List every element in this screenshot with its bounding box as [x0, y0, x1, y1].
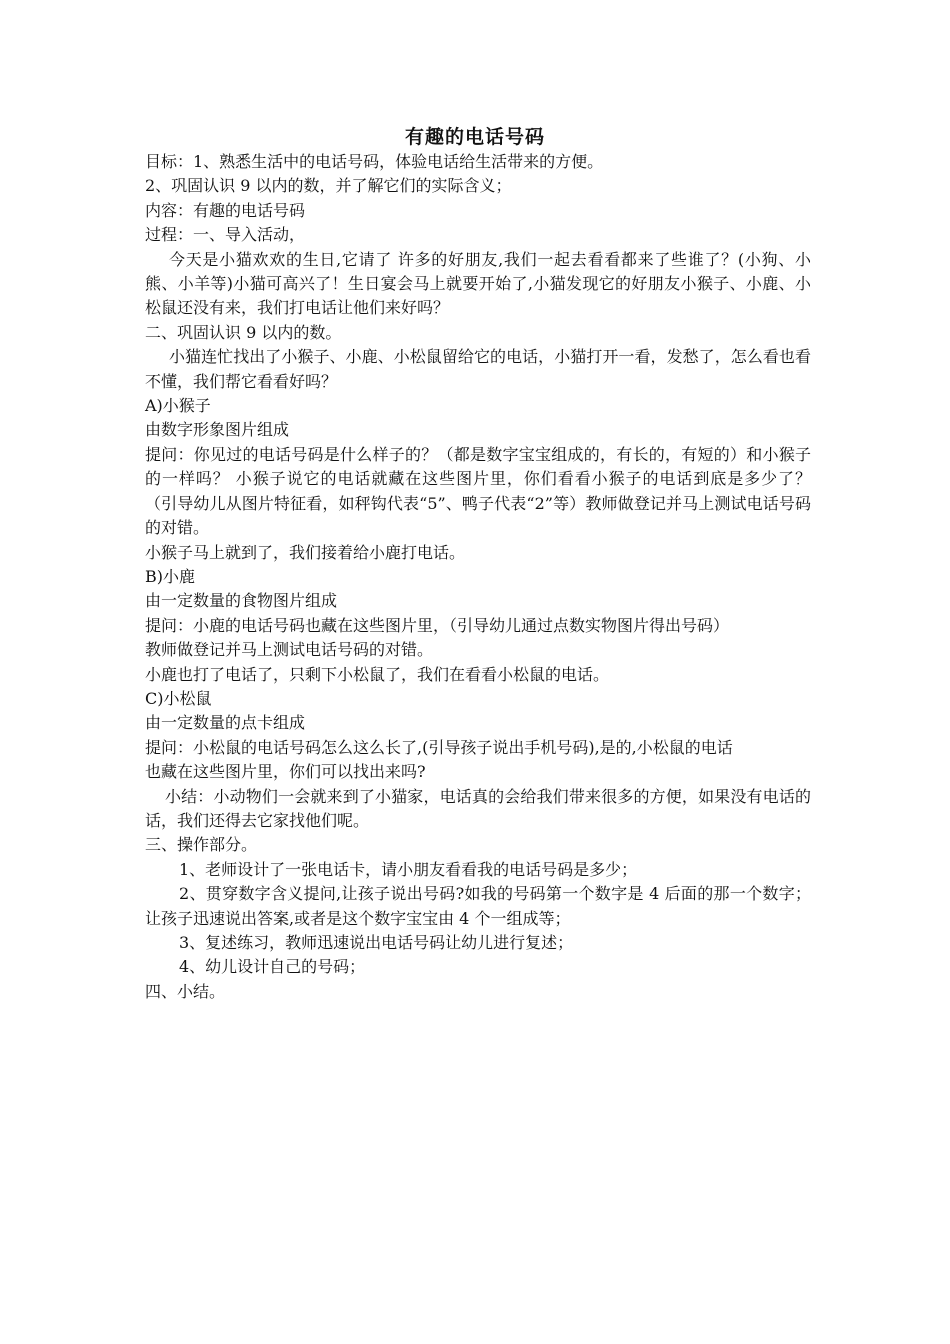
intro-paragraph: 今天是小猫欢欢的生日,它请了 许多的好朋友,我们一起去看看都来了些谁了？(小狗、小熊、小羊等)小猫可高兴了！生日宴会马上就要开始了,小猫发现它的好朋友小猴子、小鹿、小松鼠还没有来，我们打电话让他们来好吗？	[145, 249, 811, 318]
operation-step-4: 4、幼儿设计自己的号码；	[179, 957, 366, 977]
summary-paragraph: 小结：小动物们一会就来到了小猫家，电话真的会给我们带来很多的方便，如果没有电话的话，我们还得去它家找他们呢。	[145, 786, 811, 830]
item-b-subtitle: 由一定数量的食物图片组成	[145, 591, 338, 611]
section-two-paragraph: 小猫连忙找出了小猴子、小鹿、小松鼠留给它的电话，小猫打开一看，发愁了，怎么看也看不懂，我们帮它看看好吗？	[145, 347, 811, 391]
item-b-record: 教师做登记并马上测试电话号码的对错。	[145, 640, 434, 660]
item-c-subtitle: 由一定数量的点卡组成	[145, 713, 306, 733]
section-two-heading: 二、巩固认识 9 以内的数。	[145, 322, 342, 342]
item-a-heading: A)小猴子	[145, 396, 211, 416]
content-line: 内容：有趣的电话号码	[145, 200, 306, 220]
item-a-followup: 小猴子马上就到了，我们接着给小鹿打电话。	[145, 542, 466, 562]
section-four-heading: 四、小结。	[145, 981, 226, 1001]
item-b-heading: B)小鹿	[145, 566, 196, 586]
item-c-heading: C)小松鼠	[145, 688, 212, 708]
item-a-subtitle: 由数字形象图片组成	[145, 420, 290, 440]
section-three-heading: 三、操作部分。	[145, 835, 258, 855]
operation-step-1: 1、老师设计了一张电话卡，请小朋友看看我的电话号码是多少；	[179, 859, 638, 879]
goal-line-1: 目标：1、熟悉生活中的电话号码，体验电话给生活带来的方便。	[145, 152, 604, 171]
item-a-question: 提问：你见过的电话号码是什么样子的？（都是数字宝宝组成的，有长的，有短的）和小猴子的一样吗？ 小猴子说它的电话就藏在这些图片里，你们看看小猴子的电话到底是多少了？ （引导幼儿从图片特征看，如秤钩代表“5”、鸭子代表“2”等）教师做登记并马上测试电话号码的对错。	[145, 444, 811, 538]
item-b-followup: 小鹿也打了电话了，只剩下小松鼠了，我们在看看小松鼠的电话。	[145, 664, 610, 684]
item-c-followup: 也藏在这些图片里，你们可以找出来吗?	[145, 762, 426, 782]
document-title: 有趣的电话号码	[404, 126, 545, 148]
goal-line-2: 2、巩固认识 9 以内的数，并了解它们的实际含义；	[145, 176, 512, 196]
operation-step-2: 2、贯穿数字含义提问,让孩子说出号码?如我的号码第一个数字是 4 后面的那一个数字；让孩子迅速说出答案,或者是这个数字宝宝由 4 个一组成等；	[145, 884, 811, 928]
operation-step-3: 3、复述练习，教师迅速说出电话号码让幼儿进行复述；	[179, 933, 574, 952]
item-c-question: 提问：小松鼠的电话号码怎么这么长了,(引导孩子说出手机号码),是的,小松鼠的电话	[145, 737, 733, 757]
item-b-question: 提问：小鹿的电话号码也藏在这些图片里，（引导幼儿通过点数实物图片得出号码）	[145, 615, 730, 635]
document-body	[145, 150, 811, 1004]
process-heading: 过程：一、导入活动，	[145, 225, 306, 245]
